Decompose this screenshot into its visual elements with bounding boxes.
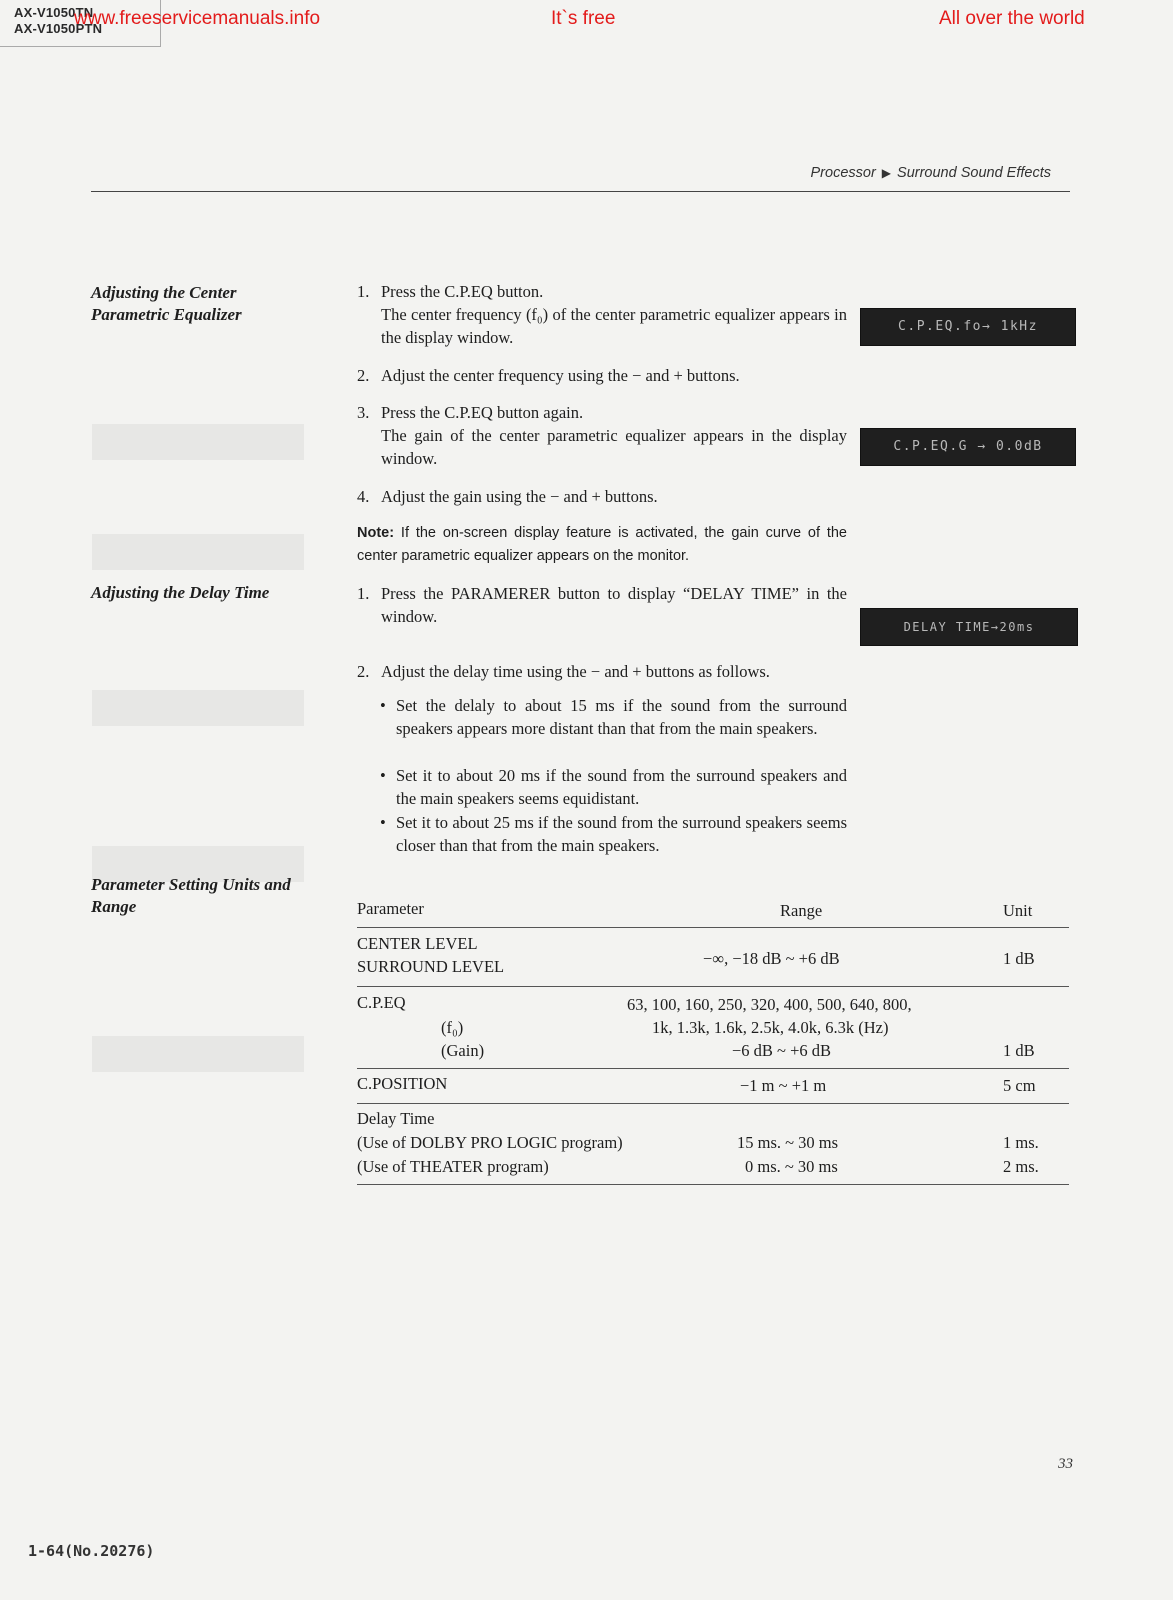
display-delay-time: DELAY TIME→20ms	[860, 608, 1078, 646]
table-rule	[357, 1184, 1069, 1185]
note-label: Note:	[357, 525, 395, 541]
table-cell-cpeq-gain-range: −6 dB ~ +6 dB	[732, 1041, 832, 1060]
step-text: Adjust the delay time using the − and + buttons as follows.	[381, 662, 770, 681]
table-cell-center-level: CENTER LEVEL	[357, 934, 478, 953]
cpeq-step-1	[357, 280, 847, 349]
section-title-range: Parameter Setting Units and Range	[91, 875, 291, 916]
table-cell-cpeq-gain-unit: 1 dB	[1003, 1041, 1035, 1060]
step-number: 4.	[357, 487, 370, 506]
watermark-free-text: It`s free	[551, 8, 616, 29]
cpeq-step-2	[357, 364, 847, 387]
delay-bullet	[380, 811, 847, 857]
table-cell-delay-time: Delay Time	[357, 1109, 435, 1128]
breadcrumb	[811, 165, 1051, 181]
breadcrumb-page: Surround Sound Effects	[897, 165, 1051, 181]
step-text: Press the C.P.EQ button.	[381, 282, 544, 301]
table-cell-cpeq-f0-range-2: 1k, 1.3k, 1.6k, 2.5k, 4.0k, 6.3k (Hz)	[652, 1018, 889, 1037]
table-rule	[357, 1103, 1069, 1104]
show-through-patch	[92, 534, 304, 570]
step-number: 2.	[357, 366, 370, 385]
delay-bullet	[380, 764, 847, 810]
display-cpeq-frequency: C.P.EQ.fo→ 1kHz	[860, 308, 1076, 346]
table-cell-cposition: C.POSITION	[357, 1074, 448, 1093]
breadcrumb-arrow-icon: ▶	[881, 166, 892, 180]
step-text: Adjust the center frequency using the − and + buttons.	[381, 366, 740, 385]
table-cell-delay-dolby: (Use of DOLBY PRO LOGIC program)	[357, 1133, 623, 1152]
cpeq-step-3	[357, 401, 847, 470]
note-text: If the on-screen display feature is activated, the gain curve of the center parametric equalizer appears on the monitor.	[357, 525, 848, 564]
step-number: 3.	[357, 403, 370, 422]
table-rule	[357, 927, 1069, 928]
step-detail: The gain of the center parametric equalizer appears in the display window.	[381, 426, 847, 468]
table-cell-level-unit: 1 dB	[1003, 949, 1035, 968]
step-text: Press the C.P.EQ button again.	[381, 403, 584, 422]
delay-bullet	[380, 694, 847, 740]
table-cell-delay-dolby-unit: 1 ms.	[1003, 1133, 1039, 1152]
table-cell-delay-theater-range: 0 ms. ~ 30 ms	[745, 1157, 838, 1176]
table-header-range: Range	[780, 901, 823, 920]
table-header-parameter: Parameter	[357, 899, 424, 918]
table-cell-surround-level: SURROUND LEVEL	[357, 957, 505, 976]
watermark-world-text: All over the world	[939, 8, 1085, 29]
bullet-icon: •	[380, 696, 386, 715]
step-number: 1.	[357, 282, 370, 301]
display-cpeq-gain: C.P.EQ.G → 0.0dB	[860, 428, 1076, 466]
section-title-cpeq: Adjusting the Center Parametric Equalizer	[91, 283, 242, 324]
table-cell-cposition-unit: 5 cm	[1003, 1076, 1036, 1095]
table-rule	[357, 986, 1069, 987]
table-cell-level-range: −∞, −18 dB ~ +6 dB	[703, 949, 840, 968]
table-cell-cpeq-gain-label: (Gain)	[441, 1041, 485, 1060]
step-number: 2.	[357, 662, 370, 681]
table-cell-cposition-range: −1 m ~ +1 m	[740, 1076, 827, 1095]
show-through-patch	[92, 690, 304, 726]
bullet-text: Set it to about 25 ms if the sound from the surround speakers seems closer than that from the main speakers.	[396, 813, 847, 855]
header-rule	[91, 191, 1070, 192]
table-cell-cpeq-f0-label: (f₀)	[441, 1018, 464, 1037]
table-cell-delay-theater: (Use of THEATER program)	[357, 1157, 549, 1176]
watermark-site-link[interactable]: www.freeservicemanuals.info	[74, 8, 321, 29]
model-number-2: AX-V1050PTN	[14, 21, 103, 36]
bullet-icon: •	[380, 766, 386, 785]
show-through-patch	[92, 1036, 304, 1072]
step-detail: The center frequency (f₀) of the center parametric equalizer appears in the display window.	[381, 305, 847, 347]
bullet-icon: •	[380, 813, 386, 832]
note	[357, 522, 847, 568]
table-cell-cpeq-f0-range-1: 63, 100, 160, 250, 320, 400, 500, 640, 800,	[627, 995, 912, 1014]
delay-step-1	[357, 582, 847, 628]
bullet-text: Set it to about 20 ms if the sound from the surround speakers and the main speakers seems equidistant.	[396, 766, 847, 808]
table-cell-delay-dolby-range: 15 ms. ~ 30 ms	[737, 1133, 839, 1152]
table-cell-delay-theater-unit: 2 ms.	[1003, 1157, 1039, 1176]
page-number: 33	[1058, 1456, 1073, 1472]
model-number-1: AX-V1050TN	[14, 5, 94, 20]
manual-reference: 1-64(No.20276)	[28, 1542, 155, 1560]
table-cell-cpeq: C.P.EQ	[357, 993, 406, 1012]
step-number: 1.	[357, 584, 370, 603]
bullet-text: Set the delaly to about 15 ms if the sound from the surround speakers appears more distant than that from the main speakers.	[396, 696, 847, 738]
delay-step-2	[357, 660, 847, 683]
table-header-unit: Unit	[1003, 901, 1033, 920]
table-rule	[357, 1068, 1069, 1069]
step-text: Press the PARAMERER button to display “DELAY TIME” in the window.	[381, 584, 847, 626]
breadcrumb-section: Processor	[810, 165, 876, 181]
step-text: Adjust the gain using the − and + buttons.	[381, 487, 658, 506]
cpeq-step-4	[357, 485, 847, 508]
show-through-patch	[92, 424, 304, 460]
section-title-delay: Adjusting the Delay Time	[91, 583, 270, 602]
